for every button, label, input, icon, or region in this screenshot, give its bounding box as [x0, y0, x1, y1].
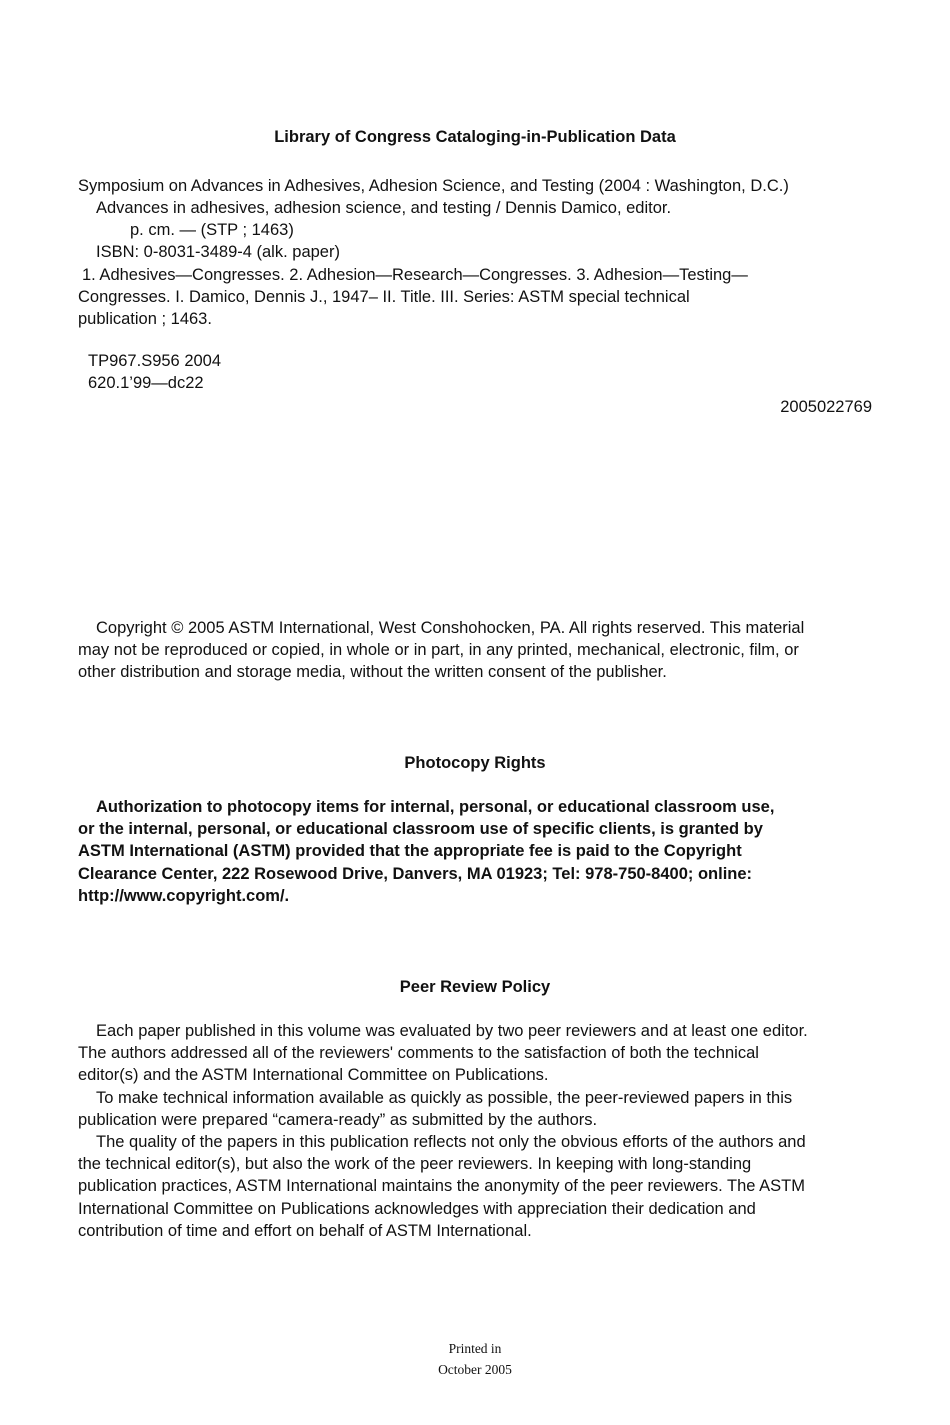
cip-line: 1. Adhesives—Congresses. 2. Adhesion—Research—Congresses. 3. Adhesion—Testing— [82, 266, 748, 284]
cip-line: Advances in adhesives, adhesion science, and testing / Dennis Damico, editor. [96, 199, 672, 217]
cip-heading: Library of Congress Cataloging-in-Publication Data [274, 128, 676, 146]
copyright-line: other distribution and storage media, without the written consent of the publisher. [78, 663, 667, 682]
copyright-notice [78, 617, 868, 684]
printed-date: October 2005 [438, 1362, 512, 1377]
photocopy-heading: Photocopy Rights [404, 754, 546, 772]
peer-review-line: The authors addressed all of the reviewers' comments to the satisfaction of both the technical [78, 1044, 759, 1063]
peer-review-text [78, 1020, 868, 1242]
copyright-line: may not be reproduced or copied, in whole or in part, in any printed, mechanical, electronic, film, or [78, 641, 799, 660]
peer-review-line: the technical editor(s), but also the work of the peer reviewers. In keeping with long-standing [78, 1155, 752, 1174]
lccn: 2005022769 [780, 398, 872, 416]
copyright-line: Copyright © 2005 ASTM International, West Conshohocken, PA. All rights reserved. This material [96, 619, 805, 637]
printed-in: Printed in [448, 1341, 502, 1356]
peer-review-line: publication practices, ASTM International maintains the anonymity of the peer reviewers. The ASTM [78, 1177, 805, 1196]
photocopy-text [78, 796, 868, 907]
photocopy-line: or the internal, personal, or educational classroom use of specific clients, is granted by [78, 820, 763, 839]
peer-review-line: Each paper published in this volume was evaluated by two peer reviewers and at least one editor. [96, 1022, 808, 1040]
photocopy-line: Authorization to photocopy items for internal, personal, or educational classroom use, [96, 798, 775, 816]
peer-review-line: International Committee on Publications acknowledges with appreciation their dedication and [78, 1199, 756, 1218]
peer-review-line: publication were prepared “camera-ready” as submitted by the authors. [78, 1110, 598, 1129]
photocopy-line: Clearance Center, 222 Rosewood Drive, Danvers, MA 01923; Tel: 978-750-8400; online: [78, 864, 753, 883]
cip-line: Symposium on Advances in Adhesives, Adhesion Science, and Testing (2004 : Washington, D.C.) [78, 177, 789, 195]
photocopy-line: http://www.copyright.com/. [78, 886, 290, 905]
peer-review-heading: Peer Review Policy [399, 978, 551, 996]
cip-line: p. cm. — (STP ; 1463) [130, 221, 294, 239]
peer-review-line: contribution of time and effort on behalf of ASTM International. [78, 1221, 532, 1240]
peer-review-line: To make technical information available as quickly as possible, the peer-reviewed papers in this [96, 1088, 793, 1107]
photocopy-line: ASTM International (ASTM) provided that the appropriate fee is paid to the Copyright [78, 842, 742, 861]
call-number: TP967.S956 2004 [88, 352, 222, 370]
peer-review-line: The quality of the papers in this publication reflects not only the obvious efforts of the authors and [96, 1133, 806, 1152]
cip-line: Congresses. I. Damico, Dennis J., 1947– II. Title. III. Series: ASTM special technical [78, 288, 690, 306]
cip-line: ISBN: 0-8031-3489-4 (alk. paper) [96, 243, 340, 261]
peer-review-line: editor(s) and the ASTM International Committee on Publications. [78, 1066, 549, 1085]
dewey-number: 620.1’99—dc22 [88, 374, 204, 392]
cip-line: publication ; 1463. [78, 310, 212, 328]
